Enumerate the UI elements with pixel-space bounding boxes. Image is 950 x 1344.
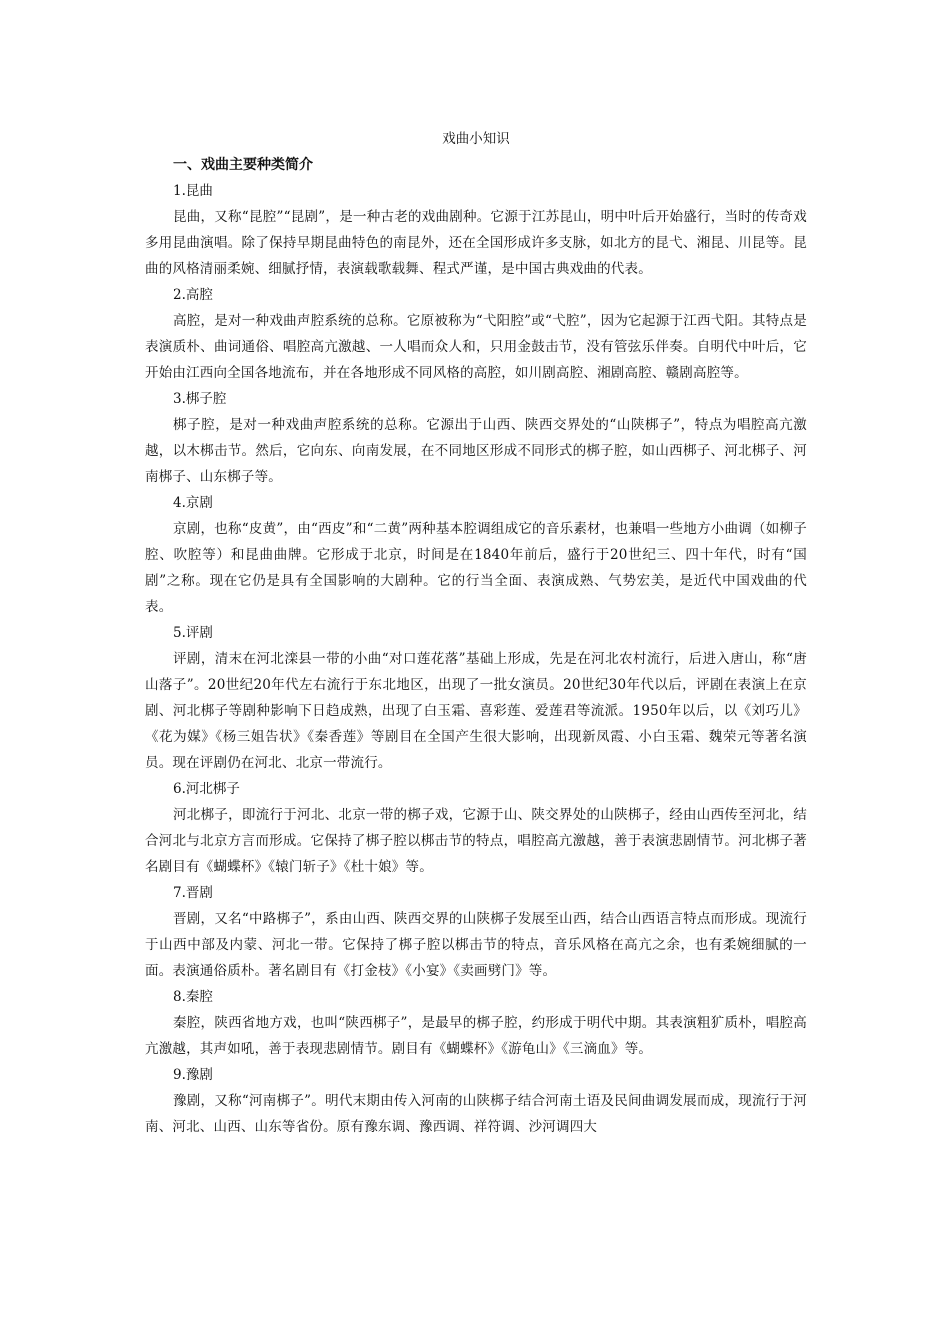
document-title: 戏曲小知识 bbox=[442, 131, 510, 147]
genre-body: 高腔，是对一种戏曲声腔系统的总称。它原被称为“弋阳腔”或“弋腔”，因为它起源于江西弋阳。其特点是表演质朴、曲词通俗、唱腔高亢激越、一人唱而众人和，只用金鼓击节，没有管弦乐伴奏。自明代中叶后，它开始由江西向全国各地流布，并在各地形成不同风格的高腔，如川剧高腔、湘剧高腔、赣剧高腔等。 bbox=[145, 313, 807, 381]
genre-hebei-bangzi bbox=[145, 776, 807, 880]
genre-jinju bbox=[145, 880, 807, 984]
genre-body: 河北梆子，即流行于河北、北京一带的梆子戏，它源于山、陕交界处的山陕梆子，经由山西传至河北，结合河北与北京方言而形成。它保持了梆子腔以梆击节的特点，唱腔高亢激越，善于表演悲剧情节。河北梆子著名剧目有《蝴蝶杯》《辕门斩子》《杜十娘》等。 bbox=[145, 807, 807, 875]
genre-body: 评剧，清末在河北滦县一带的小曲“对口莲花落”基础上形成，先是在河北农村流行，后进入唐山，称“唐山落子”。20世纪20年代左右流行于东北地区，出现了一批女演员。20世纪30年代以后，评剧在表演上在京剧、河北梆子等剧种影响下日趋成熟，出现了白玉霜、喜彩莲、爱莲君等流派。1950年以后，以《刘巧儿》《花为媒》《杨三姐告状》《秦香莲》等剧目在全国产生很大影响，出现新凤霞、小白玉霜、魏荣元等著名演员。现在评剧仍在河北、北京一带流行。 bbox=[145, 651, 807, 771]
genre-heading: 1.昆曲 bbox=[173, 183, 213, 199]
genre-heading: 2.高腔 bbox=[173, 287, 213, 303]
genre-qinqiang bbox=[145, 984, 807, 1062]
genre-heading: 7.晋剧 bbox=[173, 885, 213, 901]
genre-body: 晋剧，又名“中路梆子”，系由山西、陕西交界的山陕梆子发展至山西，结合山西语言特点而形成。现流行于山西中部及内蒙、河北一带。它保持了梆子腔以梆击节的特点，音乐风格在高亢之余，也有柔婉细腻的一面。表演通俗质朴。著名剧目有《打金枝》《小宴》《卖画劈门》等。 bbox=[145, 911, 807, 979]
genre-heading: 3.梆子腔 bbox=[173, 391, 227, 407]
genre-kunqu bbox=[145, 178, 807, 282]
document-page bbox=[145, 126, 807, 1336]
genre-body: 豫剧，又称“河南梆子”。明代末期由传入河南的山陕梆子结合河南土语及民间曲调发展而成，现流行于河南、河北、山西、山东等省份。原有豫东调、豫西调、祥符调、沙河调四大 bbox=[145, 1093, 807, 1135]
section-heading: 一、戏曲主要种类简介 bbox=[173, 157, 313, 173]
genre-gaoqiang bbox=[145, 282, 807, 386]
genre-heading: 8.秦腔 bbox=[173, 989, 213, 1005]
genre-body: 梆子腔，是对一种戏曲声腔系统的总称。它源出于山西、陕西交界处的“山陕梆子”，特点为唱腔高亢激越，以木梆击节。然后，它向东、向南发展，在不同地区形成不同形式的梆子腔，如山西梆子、河北梆子、河南梆子、山东梆子等。 bbox=[145, 417, 807, 485]
genre-bangziqiang bbox=[145, 386, 807, 490]
genre-jingju bbox=[145, 490, 807, 620]
genre-pingju bbox=[145, 620, 807, 776]
genre-body: 昆曲，又称“昆腔”“昆剧”，是一种古老的戏曲剧种。它源于江苏昆山，明中叶后开始盛行，当时的传奇戏多用昆曲演唱。除了保持早期昆曲特色的南昆外，还在全国形成许多支脉，如北方的昆弋、湘昆、川昆等。昆曲的风格清丽柔婉、细腻抒情，表演载歌载舞、程式严谨，是中国古典戏曲的代表。 bbox=[145, 209, 807, 277]
genre-body: 京剧，也称“皮黄”，由“西皮”和“二黄”两种基本腔调组成它的音乐素材，也兼唱一些地方小曲调（如柳子腔、吹腔等）和昆曲曲牌。它形成于北京，时间是在1840年前后，盛行于20世纪三、四十年代，时有“国剧”之称。现在它仍是具有全国影响的大剧种。它的行当全面、表演成熟、气势宏美，是近代中国戏曲的代表。 bbox=[145, 521, 807, 615]
genre-yuju bbox=[145, 1062, 807, 1140]
genre-heading: 5.评剧 bbox=[173, 625, 213, 641]
genre-heading: 4.京剧 bbox=[173, 495, 213, 511]
genre-heading: 9.豫剧 bbox=[173, 1067, 213, 1083]
genre-heading: 6.河北梆子 bbox=[173, 781, 240, 797]
genre-body: 秦腔，陕西省地方戏，也叫“陕西梆子”，是最早的梆子腔，约形成于明代中期。其表演粗犷质朴，唱腔高亢激越，其声如吼，善于表现悲剧情节。剧目有《蝴蝶杯》《游龟山》《三滴血》等。 bbox=[145, 1015, 807, 1057]
